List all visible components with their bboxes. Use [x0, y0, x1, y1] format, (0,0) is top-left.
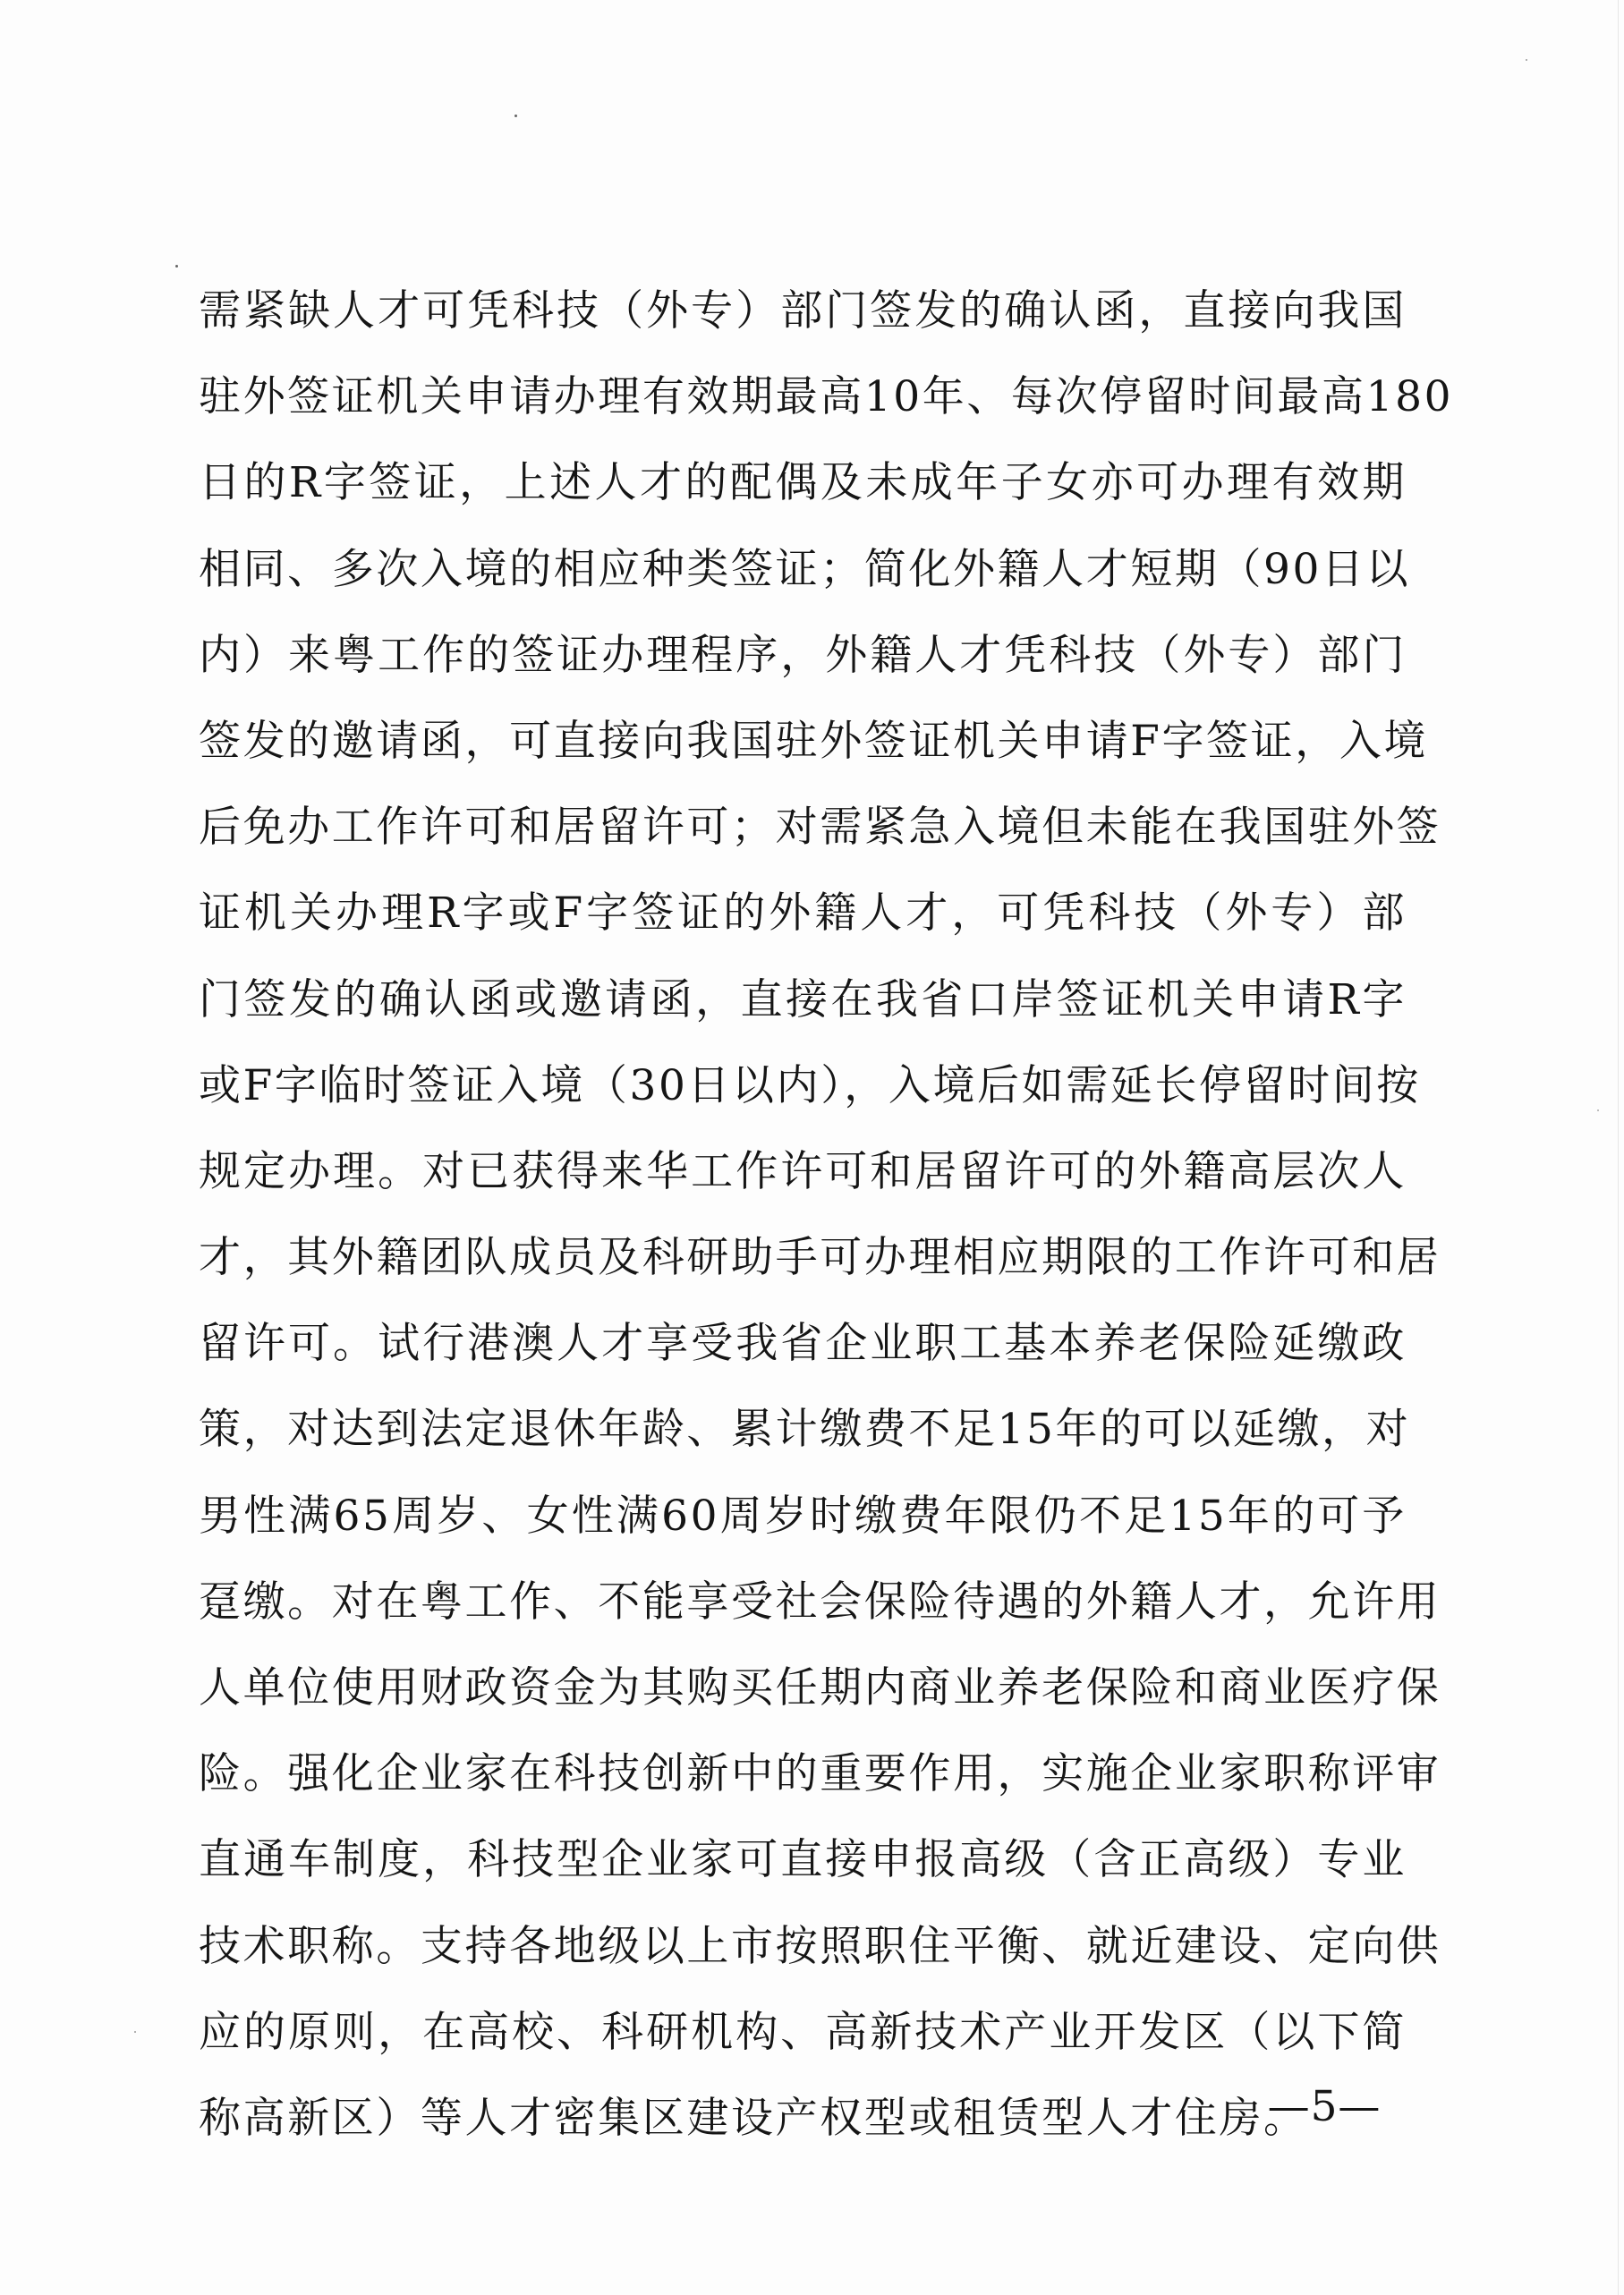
text-line: 险。强化企业家在科技创新中的重要作用，实施企业家职称评审 — [199, 1749, 1441, 1799]
text-line: 需紧缺人才可凭科技（外专）部门签发的确认函，直接向我国 — [199, 286, 1407, 336]
text-line: 门签发的确认函或邀请函，直接在我省口岸签证机关申请R字 — [199, 974, 1407, 1024]
text-line: 趸缴。对在粤工作、不能享受社会保险待遇的外籍人才，允许用 — [199, 1577, 1441, 1627]
text-line: 技术职称。支持各地级以上市按照职住平衡、就近建设、定向供 — [199, 1921, 1441, 1971]
scan-edge — [1618, 0, 1619, 2295]
text-line: 策，对达到法定退休年龄、累计缴费不足15年的可以延缴，对 — [199, 1405, 1411, 1455]
text-line: 男性满65周岁、女性满60周岁时缴费年限仍不足15年的可予 — [199, 1491, 1407, 1541]
scan-speck — [134, 2031, 136, 2033]
scan-speck — [175, 265, 178, 268]
text-line: 内）来粤工作的签证办理程序，外籍人才凭科技（外专）部门 — [199, 630, 1407, 680]
text-line: 日的R字签证，上述人才的配偶及未成年子女亦可办理有效期 — [199, 458, 1407, 508]
text-line: 直通车制度，科技型企业家可直接申报高级（含正高级）专业 — [199, 1835, 1407, 1885]
scan-speck — [1526, 59, 1527, 61]
text-line: 应的原则，在高校、科研机构、高新技术产业开发区（以下简 — [199, 2007, 1407, 2057]
text-line: 称高新区）等人才密集区建设产权型或租赁型人才住房。 — [199, 2093, 1308, 2143]
text-line: 驻外签证机关申请办理有效期最高10年、每次停留时间最高180 — [199, 372, 1454, 422]
text-line: 才，其外籍团队成员及科研助手可办理相应期限的工作许可和居 — [199, 1233, 1441, 1283]
text-line: 证机关办理R字或F字签证的外籍人才，可凭科技（外专）部 — [199, 888, 1407, 939]
page-number: —5— — [1267, 2082, 1382, 2131]
text-line: 签发的邀请函，可直接向我国驻外签证机关申请F字签证，入境 — [199, 716, 1428, 766]
body-paragraph — [199, 268, 1454, 2162]
text-line: 规定办理。对已获得来华工作许可和居留许可的外籍高层次人 — [199, 1146, 1407, 1196]
text-line: 相同、多次入境的相应种类签证；简化外籍人才短期（90日以 — [199, 544, 1411, 594]
scan-speck — [1597, 1109, 1599, 1111]
text-line: 留许可。试行港澳人才享受我省企业职工基本养老保险延缴政 — [199, 1319, 1407, 1369]
scan-speck — [514, 115, 517, 117]
text-line: 后免办工作许可和居留许可；对需紧急入境但未能在我国驻外签 — [199, 803, 1441, 853]
text-line: 人单位使用财政资金为其购买任期内商业养老保险和商业医疗保 — [199, 1663, 1441, 1713]
text-line: 或F字临时签证入境（30日以内），入境后如需延长停留时间按 — [199, 1060, 1421, 1110]
